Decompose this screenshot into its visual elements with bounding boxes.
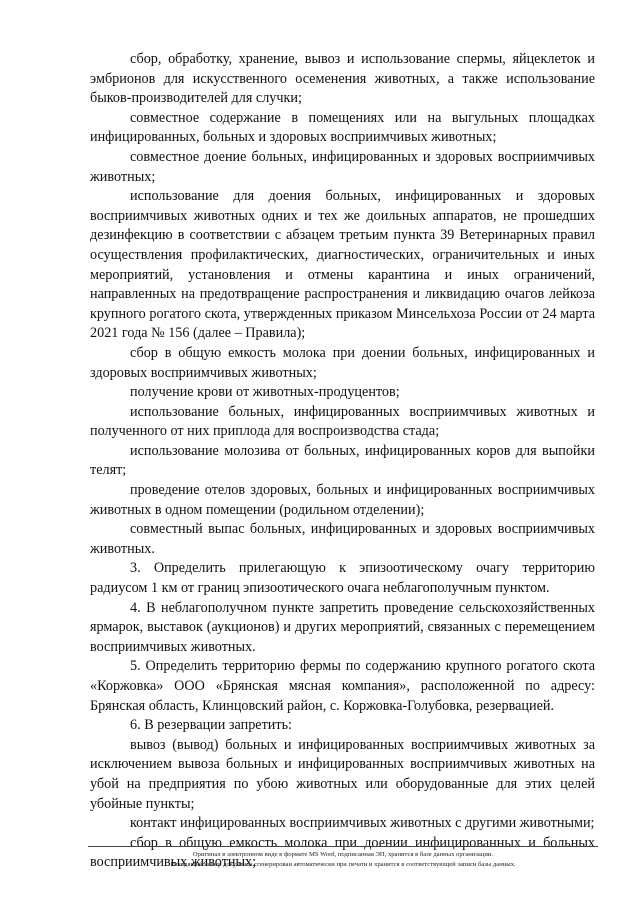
paragraph: использование молозива от больных, инфицированных коров для выпойки телят; — [90, 442, 595, 479]
footer-line-number: Исходящий номер документа сгенерирован автоматически при печати и хранится в соответствующей записи базы данных. — [170, 860, 516, 868]
page-footer — [88, 846, 598, 869]
numbered-paragraph-3: 3. Определить прилегающую к эпизоотическому очагу территорию радиусом 1 км от границ эпизоотического очага неблагополучным пунктом. — [90, 560, 595, 597]
paragraph: проведение отелов здоровых, больных и инфицированных восприимчивых животных в одном помещении (родильном отделении); — [90, 482, 595, 518]
footer-line-original: Оригинал в электронном виде в формате MS Word, подписанная ЭП, хранится в базе данных организации. — [192, 851, 494, 858]
numbered-paragraph-6: 6. В резервации запретить: — [130, 717, 292, 734]
paragraph: совместный выпас больных, инфицированных и здоровых восприимчивых животных. — [90, 521, 595, 557]
paragraph: сбор в общую емкость молока при доении инфицированных и больных восприимчивых животных; — [90, 834, 595, 871]
paragraph: совместное доение больных, инфицированных и здоровых восприимчивых животных; — [90, 148, 595, 185]
numbered-paragraph-5: 5. Определить территорию фермы по содержанию крупного рогатого скота «Коржовка» ООО «Брянская мясная компания», расположенной по адресу: Брянская область, Клинцовский район, с. Коржовка-Голубовка, резервацией. — [90, 658, 595, 714]
document-body — [90, 50, 595, 873]
paragraph: использование больных, инфицированных восприимчивых животных и полученного от них приплода для воспроизводства стада; — [90, 403, 595, 440]
numbered-paragraph-4: 4. В неблагополучном пункте запретить проведение сельскохозяйственных ярмарок, выставок (аукционов) и других мероприятий, связанных с перемещением восприимчивых животных. — [90, 599, 595, 655]
paragraph: вывоз (вывод) больных и инфицированных восприимчивых животных за исключением вывоза больных и инфицированных восприимчивых животных на убой на предприятия по убою животных или оборудованные для этих целей убойные пункты; — [90, 736, 595, 812]
paragraph: сбор в общую емкость молока при доении больных, инфицированных и здоровых восприимчивых животных; — [90, 344, 595, 381]
paragraph: совместное содержание в помещениях или на выгульных площадках инфицированных, больных и здоровых восприимчивых животных; — [90, 109, 595, 146]
paragraph: сбор, обработку, хранение, вывоз и использование спермы, яйцеклеток и эмбрионов для искусственного осеменения животных, а также использование быков-производителей для случки; — [90, 51, 595, 107]
paragraph: контакт инфицированных восприимчивых животных с другими животными; — [130, 815, 595, 832]
paragraph: получение крови от животных-продуцентов; — [130, 384, 400, 401]
paragraph: использование для доения больных, инфицированных и здоровых восприимчивых животных одних и тех же доильных аппаратов, не прошедших дезинфекцию в соответствии с абзацем третьим пункта 39 Ветеринарных правил осуществления профилактических, диагностических, ограничительных и иных мероприятий, установления и отмены карантина и иных ограничений, направленных на предотвращение распространения и ликвидацию очагов лейкоза крупного рогатого скота, утвержденных приказом Минсельхоза России от 24 марта 2021 года № 156 (далее – Правила); — [90, 188, 595, 342]
